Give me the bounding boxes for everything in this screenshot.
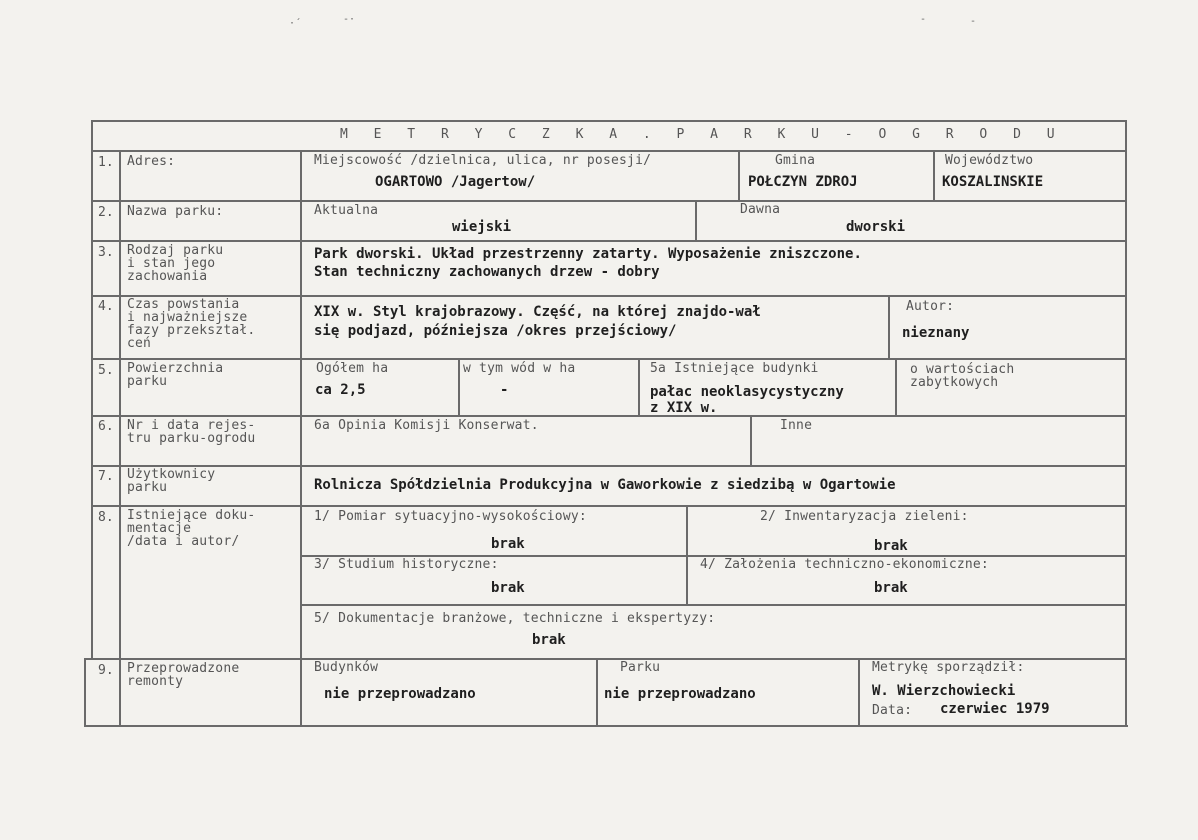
locality-label: Miejscowość /dzielnica, ulica, nr posesji/: [314, 153, 652, 168]
row-number: 8.: [98, 510, 114, 525]
current-name-value: wiejski: [452, 219, 512, 235]
water-area-value: -: [500, 382, 509, 398]
doc-technical-label: 4/ Założenia techniczno-ekonomiczne:: [700, 557, 989, 572]
gmina-label: Gmina: [775, 153, 816, 168]
rule: [92, 505, 1126, 507]
rule: [695, 200, 697, 240]
doc-survey-label: 1/ Pomiar sytuacyjno-wysokościowy:: [314, 509, 587, 524]
rule: [92, 465, 1126, 467]
card-title: M E T R Y C Z K A . P A R K U - O G R O D U: [340, 127, 1064, 142]
rule: [638, 358, 640, 415]
row-number: 6.: [98, 419, 114, 434]
rule: [933, 150, 935, 200]
water-area-label: w tym wód w ha: [463, 361, 576, 376]
rule: [92, 240, 1126, 242]
rule: [738, 150, 740, 200]
buildings-label: 5a Istniejące budynki: [650, 361, 819, 376]
doc-technical-value: brak: [874, 580, 908, 596]
doc-history-value: brak: [491, 580, 525, 596]
row-number: 2.: [98, 205, 114, 220]
doc-greenery-label: 2/ Inwentaryzacja zieleni:: [760, 509, 969, 524]
former-name-label: Dawna: [740, 202, 781, 217]
rule: [858, 658, 860, 725]
prepared-by-label: Metrykę sporządził:: [872, 660, 1025, 675]
rule: [91, 120, 93, 658]
doc-history-label: 3/ Studium historyczne:: [314, 557, 499, 572]
row-label: Istniejące doku- mentacje /data i autor/: [127, 508, 256, 549]
doc-expert-value: brak: [532, 632, 566, 648]
row-label: Czas powstania i najważniejsze fazy przekształ. ceń: [127, 297, 256, 351]
rule: [92, 295, 1126, 297]
row-label: Przeprowadzone remonty: [127, 661, 240, 689]
row-number: 5.: [98, 363, 114, 378]
current-name-label: Aktualna: [314, 203, 379, 218]
row-label: Adres:: [127, 154, 176, 169]
other-label: Inne: [780, 418, 813, 433]
scan-speck: -·: [343, 14, 356, 25]
row-label: Rodzaj parku i stan jego zachowania: [127, 243, 224, 284]
rule: [84, 725, 1128, 727]
doc-survey-value: brak: [491, 536, 525, 552]
row-number: 3.: [98, 245, 114, 260]
rule: [300, 150, 302, 726]
repairs-park-value: nie przeprowadzano: [604, 686, 756, 702]
date-label: Data:: [872, 703, 913, 718]
opinion-label: 6a Opinia Komisji Konserwat.: [314, 418, 539, 433]
rule: [888, 295, 890, 358]
scan-speck: -: [970, 16, 977, 27]
scan-speck: -: [920, 14, 927, 25]
rule: [1125, 120, 1127, 726]
rule: [750, 415, 752, 465]
row-number: 4.: [98, 299, 114, 314]
total-area-label: Ogółem ha: [316, 361, 389, 376]
rule: [92, 200, 1126, 202]
scan-speck: ·´: [289, 18, 302, 29]
prepared-by-value: W. Wierzchowiecki: [872, 683, 1016, 699]
park-type-state: Park dworski. Układ przestrzenny zatarty. Wyposażenie zniszczone. Stan techniczny zachowanych drzew - dobry: [314, 246, 862, 280]
rule: [895, 358, 897, 415]
voivodeship-label: Województwo: [945, 153, 1034, 168]
rule: [92, 150, 1126, 152]
rule: [119, 150, 121, 726]
locality-value: OGARTOWO /Jagertow/: [375, 174, 536, 190]
rule: [92, 415, 1126, 417]
total-area-value: ca 2,5: [315, 382, 366, 398]
origin-text: XIX w. Styl krajobrazowy. Część, na której znajdo-wał się podjazd, późniejsza /okres przejściowy/: [314, 304, 761, 339]
buildings-value: pałac neoklasycystyczny z XIX w.: [650, 384, 844, 416]
doc-greenery-value: brak: [874, 538, 908, 554]
author-value: nieznany: [902, 325, 970, 341]
row-number: 1.: [98, 155, 114, 170]
row-label: Użytkownicy parku: [127, 467, 216, 495]
repairs-buildings-value: nie przeprowadzano: [324, 686, 476, 702]
date-value: czerwiec 1979: [940, 701, 1050, 717]
row-label: Nazwa parku:: [127, 204, 224, 219]
doc-expert-label: 5/ Dokumentacje branżowe, techniczne i ekspertyzy:: [314, 611, 716, 626]
rule: [458, 358, 460, 415]
former-name-value: dworski: [846, 219, 906, 235]
row-label: Nr i data rejes- tru parku-ogrodu: [127, 418, 256, 446]
author-label: Autor:: [906, 299, 955, 314]
row-number: 7.: [98, 469, 114, 484]
rule: [300, 604, 1126, 606]
rule: [92, 358, 1126, 360]
row-number: 9.: [98, 663, 114, 678]
rule: [596, 658, 598, 725]
repairs-buildings-label: Budynków: [314, 660, 379, 675]
rule: [92, 120, 1126, 122]
gmina-value: POŁCZYN ZDROJ: [748, 174, 858, 190]
rule: [84, 658, 86, 726]
voivodeship-value: KOSZALINSKIE: [942, 174, 1044, 190]
heritage-label: o wartościach zabytkowych: [910, 362, 1015, 390]
row-label: Powierzchnia parku: [127, 361, 224, 389]
rule: [686, 505, 688, 604]
repairs-park-label: Parku: [620, 660, 661, 675]
park-users-value: Rolnicza Spółdzielnia Produkcyjna w Gaworkowie z siedzibą w Ogartowie: [314, 477, 896, 493]
